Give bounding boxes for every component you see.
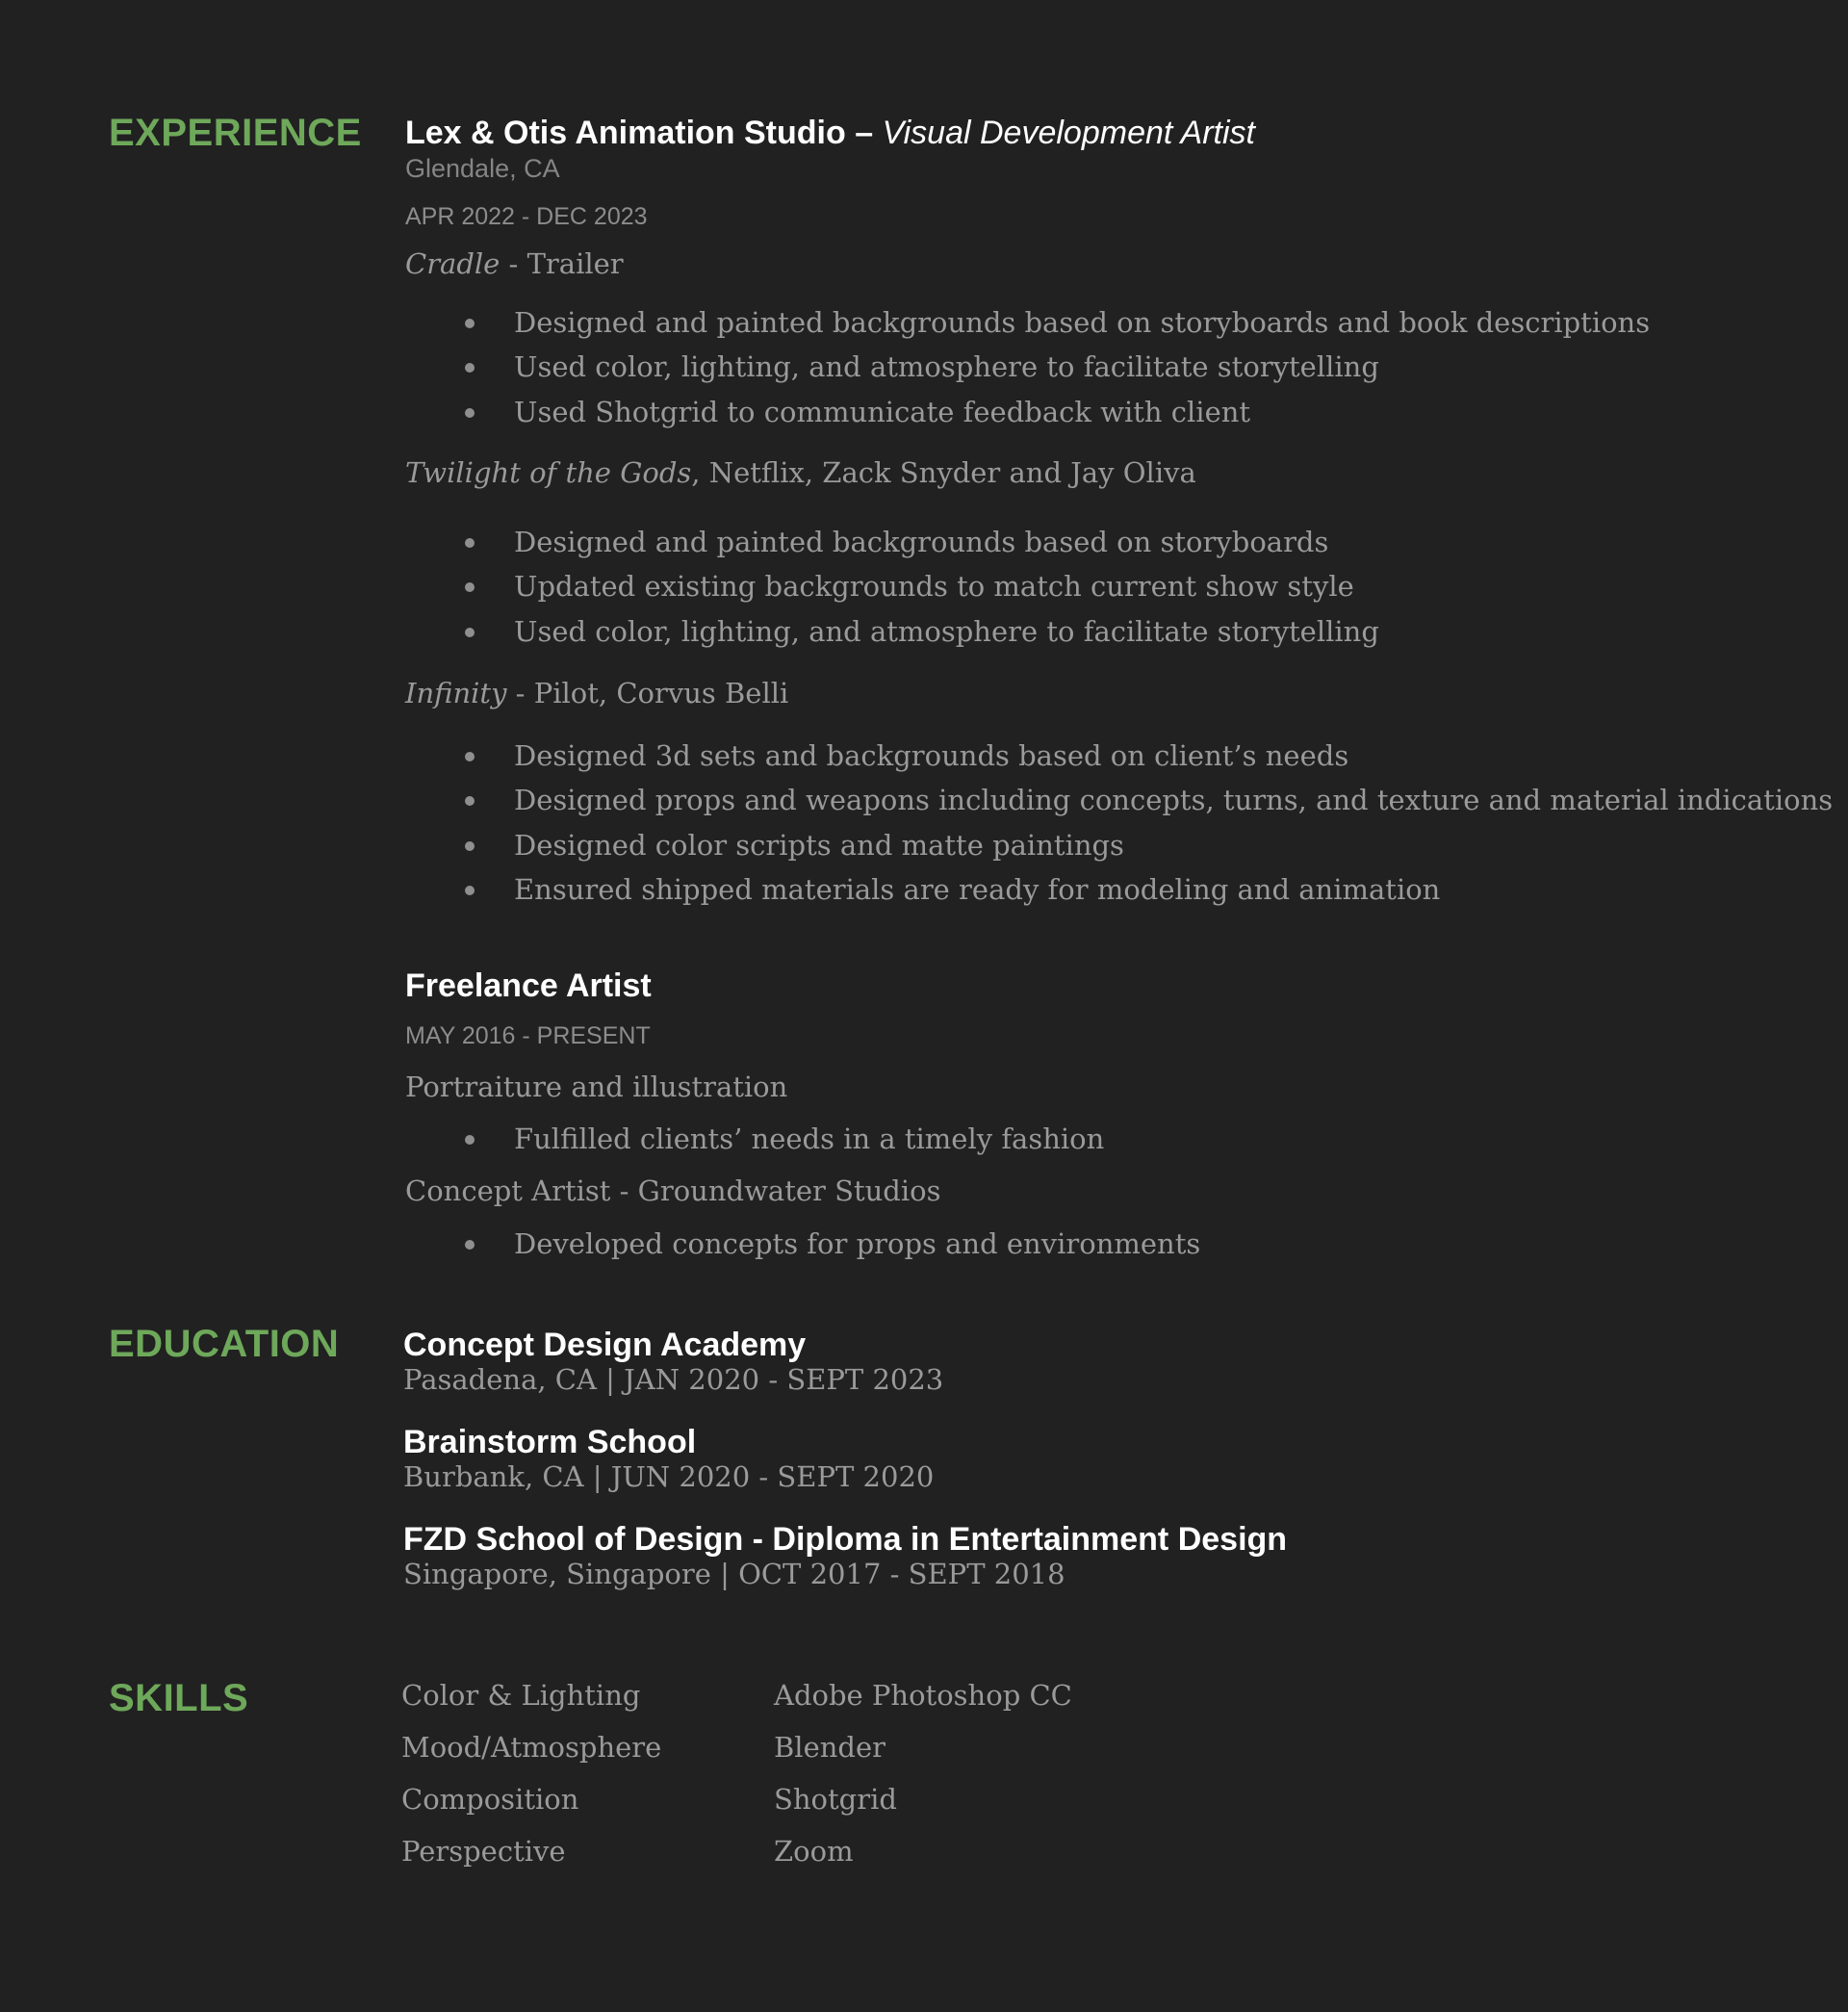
skill-item: Mood/Atmosphere — [401, 1731, 662, 1764]
project-title: Infinity — [405, 677, 507, 709]
list-item: Used Shotgrid to communicate feedback with client — [514, 390, 1650, 434]
freelance-job-title: Freelance Artist — [405, 967, 652, 1004]
list-item: Used color, lighting, and atmosphere to facilitate storytelling — [514, 345, 1650, 389]
freelance-dates: MAY 2016 - PRESENT — [405, 1022, 651, 1049]
freelance-item-label: Portraiture and illustration — [405, 1070, 788, 1103]
school-name: Concept Design Academy — [403, 1327, 807, 1363]
job-role: Visual Development Artist — [882, 115, 1255, 151]
skill-item: Shotgrid — [774, 1783, 897, 1816]
education-heading: EDUCATION — [109, 1323, 340, 1365]
school-name: FZD School of Design - Diploma in Entertainment Design — [403, 1521, 1288, 1558]
cradle-bullets — [514, 300, 1650, 434]
list-item: Ensured shipped materials are ready for modeling and animation — [514, 867, 1833, 912]
job-dates: APR 2022 - DEC 2023 — [405, 203, 648, 230]
twilight-bullets — [514, 520, 1379, 654]
skill-item: Zoom — [774, 1835, 854, 1868]
school-name: Brainstorm School — [403, 1424, 697, 1460]
list-item: Designed and painted backgrounds based on storyboards — [514, 520, 1379, 564]
lex-otis-job-title — [405, 116, 1255, 149]
list-item: Fulfilled clients’ needs in a timely fashion — [514, 1117, 1104, 1161]
company-name: Lex & Otis Animation Studio – — [405, 115, 883, 151]
freelance-bullets-1 — [514, 1117, 1104, 1161]
infinity-bullets — [514, 734, 1833, 912]
job-location: Glendale, CA — [405, 154, 560, 183]
list-item: Designed and painted backgrounds based on storyboards and book descriptions — [514, 300, 1650, 345]
skill-item: Blender — [774, 1731, 886, 1764]
project-cradle — [405, 247, 624, 280]
list-item: Used color, lighting, and atmosphere to facilitate storytelling — [514, 609, 1379, 654]
skill-item: Adobe Photoshop CC — [774, 1679, 1072, 1712]
skill-item: Color & Lighting — [401, 1679, 641, 1712]
skill-item: Composition — [401, 1783, 579, 1816]
skill-item: Perspective — [401, 1835, 566, 1868]
list-item: Developed concepts for props and environments — [514, 1222, 1200, 1266]
project-suffix: - Trailer — [500, 247, 624, 280]
list-item: Designed props and weapons including concepts, turns, and texture and material indications — [514, 778, 1833, 822]
list-item: Designed 3d sets and backgrounds based on client’s needs — [514, 734, 1833, 778]
project-title: Twilight of the Gods — [405, 456, 692, 489]
project-title: Cradle — [405, 247, 500, 280]
project-infinity — [405, 677, 789, 709]
project-suffix: , Netflix, Zack Snyder and Jay Oliva — [691, 456, 1196, 489]
school-details: Singapore, Singapore | OCT 2017 - SEPT 2018 — [403, 1558, 1065, 1590]
freelance-item-label: Concept Artist - Groundwater Studios — [405, 1174, 941, 1207]
freelance-bullets-2 — [514, 1222, 1200, 1266]
skills-heading: SKILLS — [109, 1677, 249, 1719]
list-item: Updated existing backgrounds to match current show style — [514, 564, 1379, 608]
experience-heading: EXPERIENCE — [109, 112, 362, 154]
list-item: Designed color scripts and matte paintings — [514, 823, 1833, 867]
school-details: Pasadena, CA | JAN 2020 - SEPT 2023 — [403, 1363, 944, 1396]
project-suffix: - Pilot, Corvus Belli — [506, 677, 789, 709]
project-twilight — [405, 456, 1196, 489]
school-details: Burbank, CA | JUN 2020 - SEPT 2020 — [403, 1460, 935, 1493]
